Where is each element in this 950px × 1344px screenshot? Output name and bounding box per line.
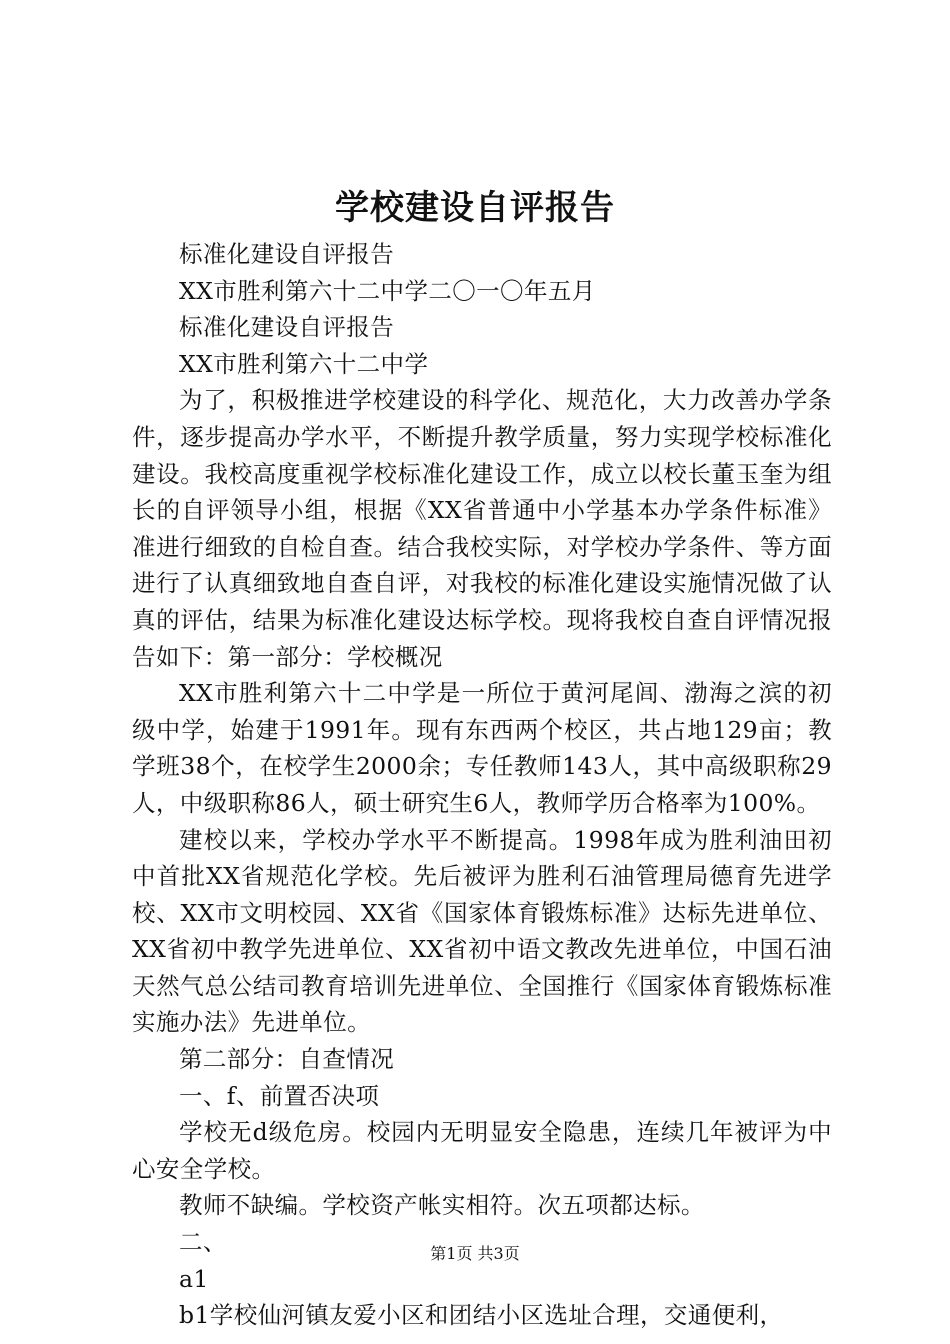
paragraph: 教师不缺编。学校资产帐实相符。次五项都达标。 [179,1191,705,1220]
paragraph: 二、 [179,1228,227,1257]
paragraph: 标准化建设自评报告 [179,313,395,342]
paragraph: 标准化建设自评报告 [179,240,395,268]
document-title: 学校建设自评报告 [335,188,615,228]
paragraph: XX市胜利第六十二中学二〇一〇年五月 [179,276,596,305]
paragraph: XX市胜利第六十二中学 [179,349,429,378]
paragraph: 建校以来，学校办学水平不断提高。1998年成为胜利油田初中首批XX省规范化学校。先后被评为胜利石油管理局德育先进学校、XX市文明校园、XX省《国家体育锻炼标准》达标先进单位、XX省初中教学先进单位、XX省初中语文教改先进单位，中国石油天然气总公结司教育培训先进单位、全国推行《国家体育锻炼标准实施办法》先进单位。 [132,825,832,1037]
paragraph: XX市胜利第六十二中学是一所位于黄河尾闾、渤海之滨的初级中学，始建于1991年。现有东西两个校区，共占地129亩；教学班38个，在校学生2000余；专任教师143人，其中高级职称29人，中级职称86人，硕士研究生6人，教师学历合格率为100%。 [132,679,832,817]
document-body [132,236,832,1334]
paragraph: 学校无d级危房。校园内无明显安全隐患，连续几年被评为中心安全学校。 [132,1118,832,1183]
paragraph: 为了，积极推进学校建设的科学化、规范化，大力改善办学条件，逐步提高办学水平，不断提升教学质量，努力实现学校标准化建设。我校高度重视学校标准化建设工作，成立以校长董玉奎为组长的自评领导小组，根据《XX省普通中小学基本办学条件标准》准进行细致的自检自查。结合我校实际，对学校办学条件、等方面进行了认真细致地自查自评，对我校的标准化建设实施情况做了认真的评估，结果为标准化建设达标学校。现将我校自查自评情况报告如下：第一部分：学校概况 [132,386,832,671]
paragraph: 第二部分：自查情况 [179,1045,395,1074]
paragraph: b1学校仙河镇友爱小区和团结小区选址合理，交通便利， [179,1301,784,1330]
paragraph: 一、f、前置否决项 [179,1081,380,1110]
page-footer: 第1页 共3页 [430,1244,520,1263]
paragraph: a1 [179,1264,209,1293]
